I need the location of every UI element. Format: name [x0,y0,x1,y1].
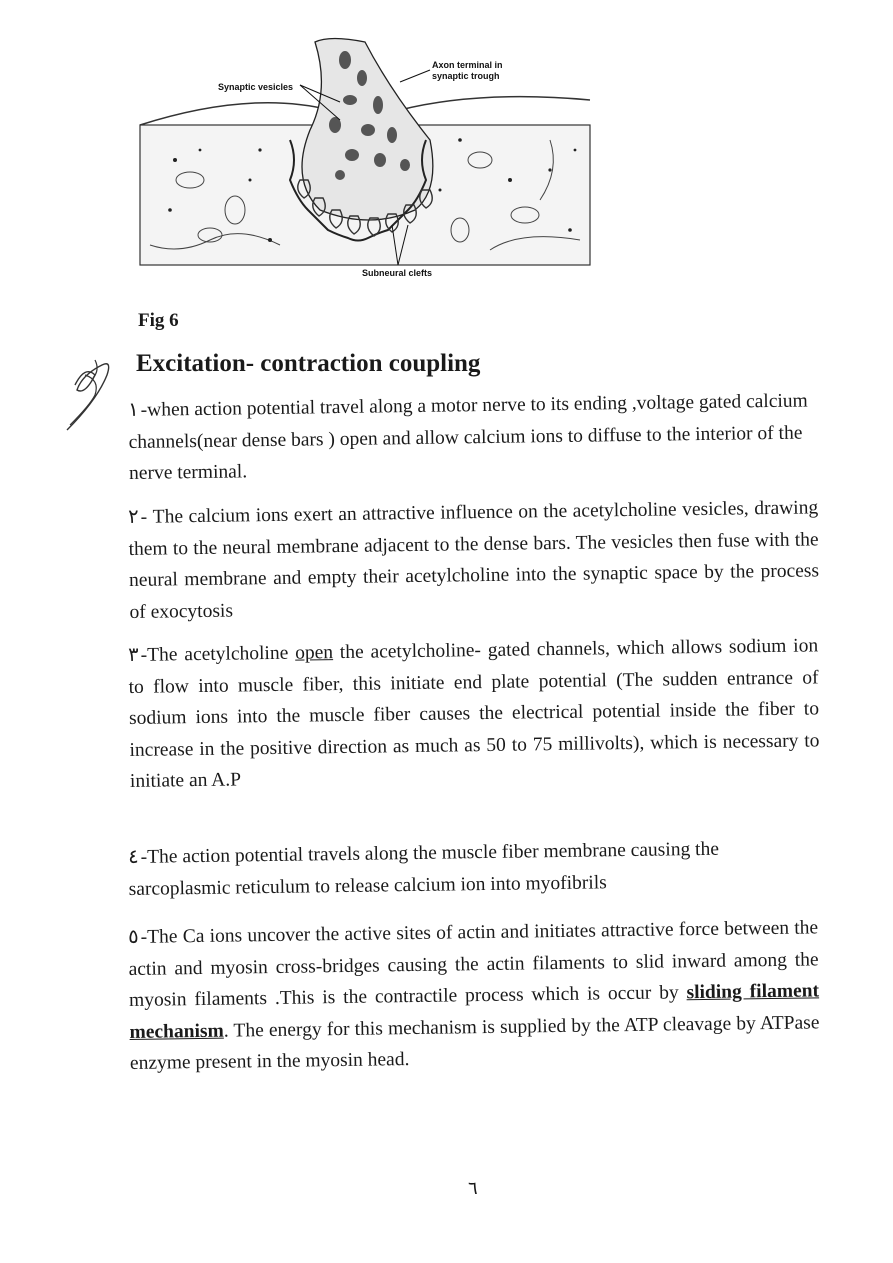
page-number: ٦ [468,1178,478,1198]
step-5-text-before: -The Ca ions uncover the active sites of actin and initiates attractive force between the actin and myosin cross-bridges causing the actin filaments to slid inward among the myosin filaments .This is the contractile process which is occur by [128,917,819,1011]
step-4-number: ٤ [128,846,139,868]
section-title: Excitation- contraction coupling [136,350,481,377]
label-synaptic-vesicles: Synaptic vesicles [218,82,294,92]
neuromuscular-junction-figure [130,30,600,290]
neuromuscular-junction-diagram [130,30,600,290]
step-3 [128,630,820,797]
step-2 [128,492,820,628]
step-5-number: ٥ [128,926,139,948]
step-4-text: -The action potential travels along the muscle fiber membrane causing the sarcoplasmic reticulum to release calcium ion into myofibrils [128,838,720,900]
step-2-number: ٢ [128,506,139,528]
label-subneural-clefts: Subneural clefts [362,268,433,278]
figure-caption: Fig 6 [138,310,179,331]
label-axon-terminal-2: synaptic trough [432,71,500,81]
step-3-text-before: -The acetylcholine [140,642,296,666]
step-3-text-after: the acetylcholine- gated channels, which allows sodium ion to flow into muscle fiber, this initiate end plate potential (The sudden entrance of sodium ions into the muscle fiber causes the electrical potential inside the fiber to increase in the positive direction as much as 50 to 75 millivolts), which is necessary to initiate an A.P [128,635,820,792]
step-4 [128,832,819,905]
step-1-text: -when action potential travel along a motor nerve to its ending ,voltage gated calcium channels(near dense bars ) open and allow calcium ions to diffuse to the interior of the nerve terminal. [128,390,808,484]
step-1-number: ١ [128,399,139,421]
step-1 [128,385,819,489]
label-axon-terminal-1: Axon terminal in [432,60,503,70]
step-5-sliding-filament: sliding filament mechanism [129,980,820,1043]
step-3-number: ٣ [128,644,139,666]
step-2-text: - The calcium ions exert an attractive influence on the acetylcholine vesicles, drawing them to the neural membrane adjacent to the dense bars. The vesicles then fuse with the neural membrane and empty their acetylcholine into the synaptic space by the process of exocytosis [128,497,820,623]
step-5 [128,912,820,1079]
step-3-underlined: open [294,642,334,664]
step-5-text-after: . The energy for this mechanism is supplied by the ATP cleavage by ATPase enzyme present in the myosin head. [129,1011,820,1074]
